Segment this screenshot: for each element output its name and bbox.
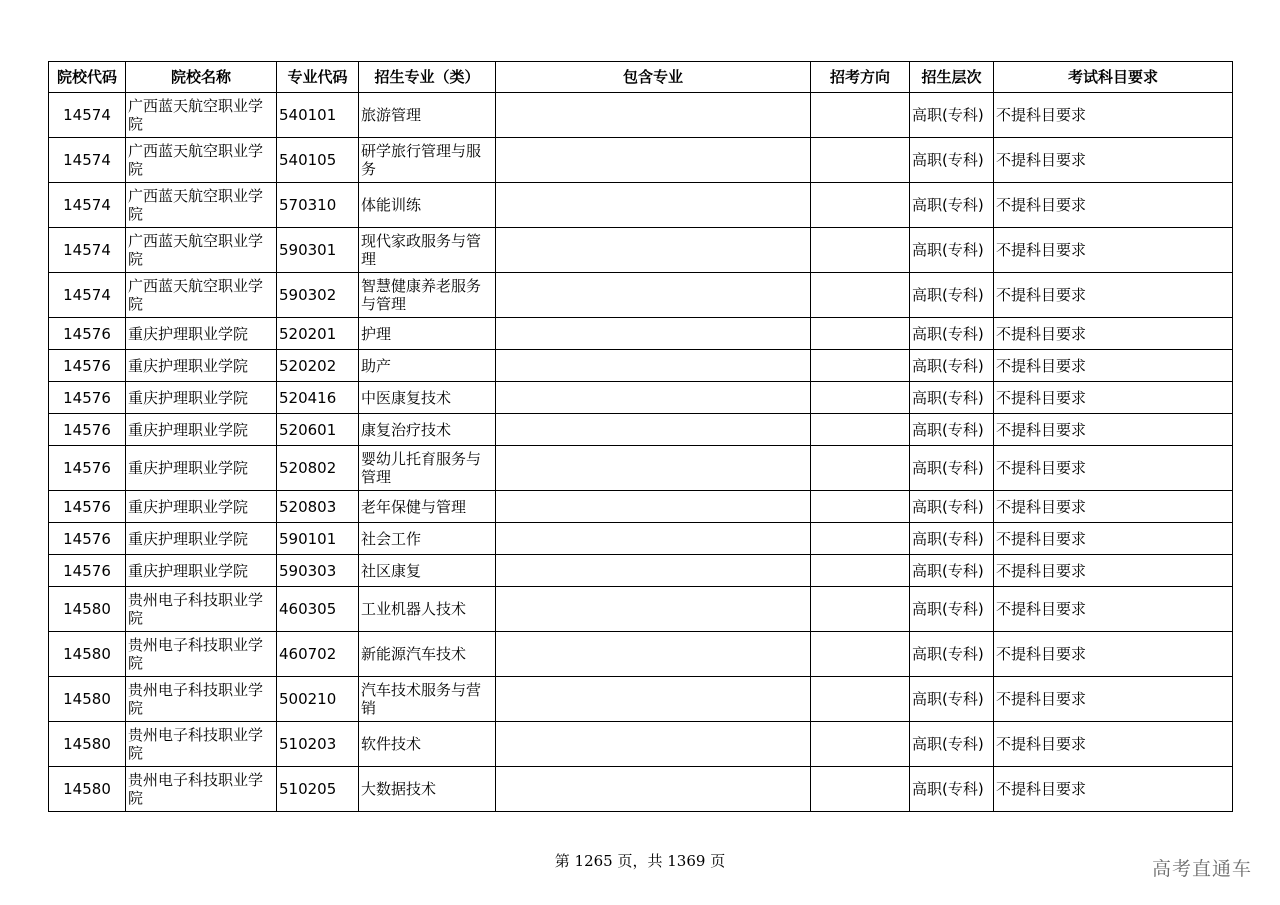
watermark-text: 高考直通车 [1151,858,1252,880]
cell-school-code: 14576 [49,555,126,587]
cell-level: 高职(专科) [910,632,994,677]
cell-major-code: 510203 [277,722,359,767]
cell-requirement: 不提科目要求 [994,138,1233,183]
cell-school-name: 贵州电子科技职业学院 [126,632,277,677]
cell-major-code: 520803 [277,491,359,523]
cell-included-majors [496,183,811,228]
cell-level: 高职(专科) [910,138,994,183]
cell-level: 高职(专科) [910,414,994,446]
cell-major: 康复治疗技术 [359,414,496,446]
cell-major-code: 590302 [277,273,359,318]
cell-direction [811,722,910,767]
table-row [49,632,1233,677]
cell-major-code: 520416 [277,382,359,414]
cell-requirement: 不提科目要求 [994,491,1233,523]
cell-requirement: 不提科目要求 [994,555,1233,587]
cell-included-majors [496,93,811,138]
header-requirement: 考试科目要求 [994,62,1233,93]
table-row [49,228,1233,273]
cell-included-majors [496,138,811,183]
cell-major: 社会工作 [359,523,496,555]
cell-included-majors [496,632,811,677]
table-row [49,722,1233,767]
header-school-name: 院校名称 [126,62,277,93]
cell-school-code: 14576 [49,491,126,523]
cell-major-code: 520802 [277,446,359,491]
table-header-row [49,62,1233,93]
cell-school-code: 14574 [49,138,126,183]
cell-major-code: 570310 [277,183,359,228]
cell-direction [811,138,910,183]
cell-school-name: 贵州电子科技职业学院 [126,587,277,632]
cell-direction [811,491,910,523]
cell-requirement: 不提科目要求 [994,587,1233,632]
cell-major: 中医康复技术 [359,382,496,414]
cell-school-name: 广西蓝天航空职业学院 [126,228,277,273]
cell-direction [811,318,910,350]
table-row [49,523,1233,555]
cell-included-majors [496,677,811,722]
cell-included-majors [496,228,811,273]
table-row [49,183,1233,228]
cell-requirement: 不提科目要求 [994,677,1233,722]
cell-major: 新能源汽车技术 [359,632,496,677]
cell-major-code: 590303 [277,555,359,587]
cell-major-code: 520601 [277,414,359,446]
cell-major: 护理 [359,318,496,350]
cell-school-name: 重庆护理职业学院 [126,523,277,555]
cell-school-code: 14576 [49,318,126,350]
cell-direction [811,273,910,318]
table-row [49,138,1233,183]
table-row [49,491,1233,523]
cell-level: 高职(专科) [910,318,994,350]
cell-school-name: 重庆护理职业学院 [126,414,277,446]
cell-major: 大数据技术 [359,767,496,812]
cell-level: 高职(专科) [910,228,994,273]
cell-requirement: 不提科目要求 [994,183,1233,228]
cell-school-code: 14580 [49,587,126,632]
cell-included-majors [496,414,811,446]
cell-requirement: 不提科目要求 [994,350,1233,382]
cell-major-code: 590301 [277,228,359,273]
cell-school-name: 重庆护理职业学院 [126,318,277,350]
cell-school-name: 重庆护理职业学院 [126,446,277,491]
cell-school-name: 贵州电子科技职业学院 [126,677,277,722]
cell-school-code: 14574 [49,273,126,318]
cell-school-code: 14576 [49,414,126,446]
cell-requirement: 不提科目要求 [994,446,1233,491]
cell-major-code: 540101 [277,93,359,138]
cell-school-code: 14576 [49,523,126,555]
table-row [49,273,1233,318]
cell-direction [811,350,910,382]
cell-school-name: 贵州电子科技职业学院 [126,722,277,767]
cell-level: 高职(专科) [910,523,994,555]
cell-school-name: 重庆护理职业学院 [126,491,277,523]
cell-included-majors [496,722,811,767]
cell-direction [811,632,910,677]
cell-included-majors [496,555,811,587]
cell-requirement: 不提科目要求 [994,318,1233,350]
cell-major: 工业机器人技术 [359,587,496,632]
cell-major-code: 460305 [277,587,359,632]
cell-level: 高职(专科) [910,722,994,767]
cell-major: 老年保健与管理 [359,491,496,523]
cell-level: 高职(专科) [910,273,994,318]
cell-major: 汽车技术服务与营销 [359,677,496,722]
cell-requirement: 不提科目要求 [994,93,1233,138]
cell-major: 现代家政服务与管理 [359,228,496,273]
cell-level: 高职(专科) [910,555,994,587]
cell-major: 体能训练 [359,183,496,228]
cell-level: 高职(专科) [910,183,994,228]
cell-direction [811,183,910,228]
cell-requirement: 不提科目要求 [994,382,1233,414]
cell-school-code: 14580 [49,677,126,722]
cell-major: 社区康复 [359,555,496,587]
cell-school-code: 14576 [49,382,126,414]
cell-school-code: 14580 [49,722,126,767]
cell-direction [811,228,910,273]
cell-major-code: 510205 [277,767,359,812]
cell-major: 婴幼儿托育服务与管理 [359,446,496,491]
cell-school-name: 贵州电子科技职业学院 [126,767,277,812]
cell-level: 高职(专科) [910,491,994,523]
table-row [49,350,1233,382]
cell-requirement: 不提科目要求 [994,767,1233,812]
cell-level: 高职(专科) [910,587,994,632]
cell-school-code: 14576 [49,446,126,491]
header-major: 招生专业（类） [359,62,496,93]
cell-major-code: 590101 [277,523,359,555]
table-row [49,382,1233,414]
cell-level: 高职(专科) [910,382,994,414]
cell-included-majors [496,523,811,555]
table-row [49,767,1233,812]
cell-level: 高职(专科) [910,677,994,722]
cell-direction [811,446,910,491]
cell-direction [811,767,910,812]
table-row [49,318,1233,350]
cell-included-majors [496,273,811,318]
cell-included-majors [496,491,811,523]
table-row [49,93,1233,138]
cell-school-name: 重庆护理职业学院 [126,350,277,382]
cell-requirement: 不提科目要求 [994,523,1233,555]
cell-level: 高职(专科) [910,350,994,382]
cell-included-majors [496,350,811,382]
table-row [49,587,1233,632]
table-body [49,93,1233,812]
enrollment-table [48,61,1233,812]
cell-school-name: 广西蓝天航空职业学院 [126,138,277,183]
cell-requirement: 不提科目要求 [994,414,1233,446]
cell-direction [811,414,910,446]
cell-school-name: 重庆护理职业学院 [126,382,277,414]
cell-included-majors [496,318,811,350]
cell-school-code: 14574 [49,93,126,138]
header-included-majors: 包含专业 [496,62,811,93]
cell-requirement: 不提科目要求 [994,228,1233,273]
cell-major-code: 500210 [277,677,359,722]
cell-direction [811,677,910,722]
cell-direction [811,587,910,632]
cell-school-code: 14580 [49,632,126,677]
header-major-code: 专业代码 [277,62,359,93]
cell-requirement: 不提科目要求 [994,722,1233,767]
table-row [49,446,1233,491]
cell-direction [811,523,910,555]
cell-direction [811,555,910,587]
header-school-code: 院校代码 [49,62,126,93]
cell-school-code: 14576 [49,350,126,382]
cell-included-majors [496,767,811,812]
cell-direction [811,382,910,414]
cell-major-code: 520201 [277,318,359,350]
cell-major: 研学旅行管理与服务 [359,138,496,183]
table-row [49,555,1233,587]
cell-major: 助产 [359,350,496,382]
cell-level: 高职(专科) [910,767,994,812]
table-row [49,677,1233,722]
cell-major-code: 540105 [277,138,359,183]
cell-school-code: 14574 [49,228,126,273]
cell-major: 软件技术 [359,722,496,767]
header-direction: 招考方向 [811,62,910,93]
cell-included-majors [496,446,811,491]
cell-major-code: 520202 [277,350,359,382]
cell-school-name: 广西蓝天航空职业学院 [126,183,277,228]
cell-requirement: 不提科目要求 [994,632,1233,677]
cell-included-majors [496,587,811,632]
page-number: 第 1265 页，共 1369 页 [554,852,726,870]
cell-major: 智慧健康养老服务与管理 [359,273,496,318]
cell-school-name: 广西蓝天航空职业学院 [126,273,277,318]
cell-level: 高职(专科) [910,446,994,491]
cell-school-name: 重庆护理职业学院 [126,555,277,587]
cell-major-code: 460702 [277,632,359,677]
header-level: 招生层次 [910,62,994,93]
cell-included-majors [496,382,811,414]
cell-school-code: 14574 [49,183,126,228]
cell-school-name: 广西蓝天航空职业学院 [126,93,277,138]
cell-major: 旅游管理 [359,93,496,138]
cell-requirement: 不提科目要求 [994,273,1233,318]
table-row [49,414,1233,446]
cell-school-code: 14580 [49,767,126,812]
cell-level: 高职(专科) [910,93,994,138]
cell-direction [811,93,910,138]
